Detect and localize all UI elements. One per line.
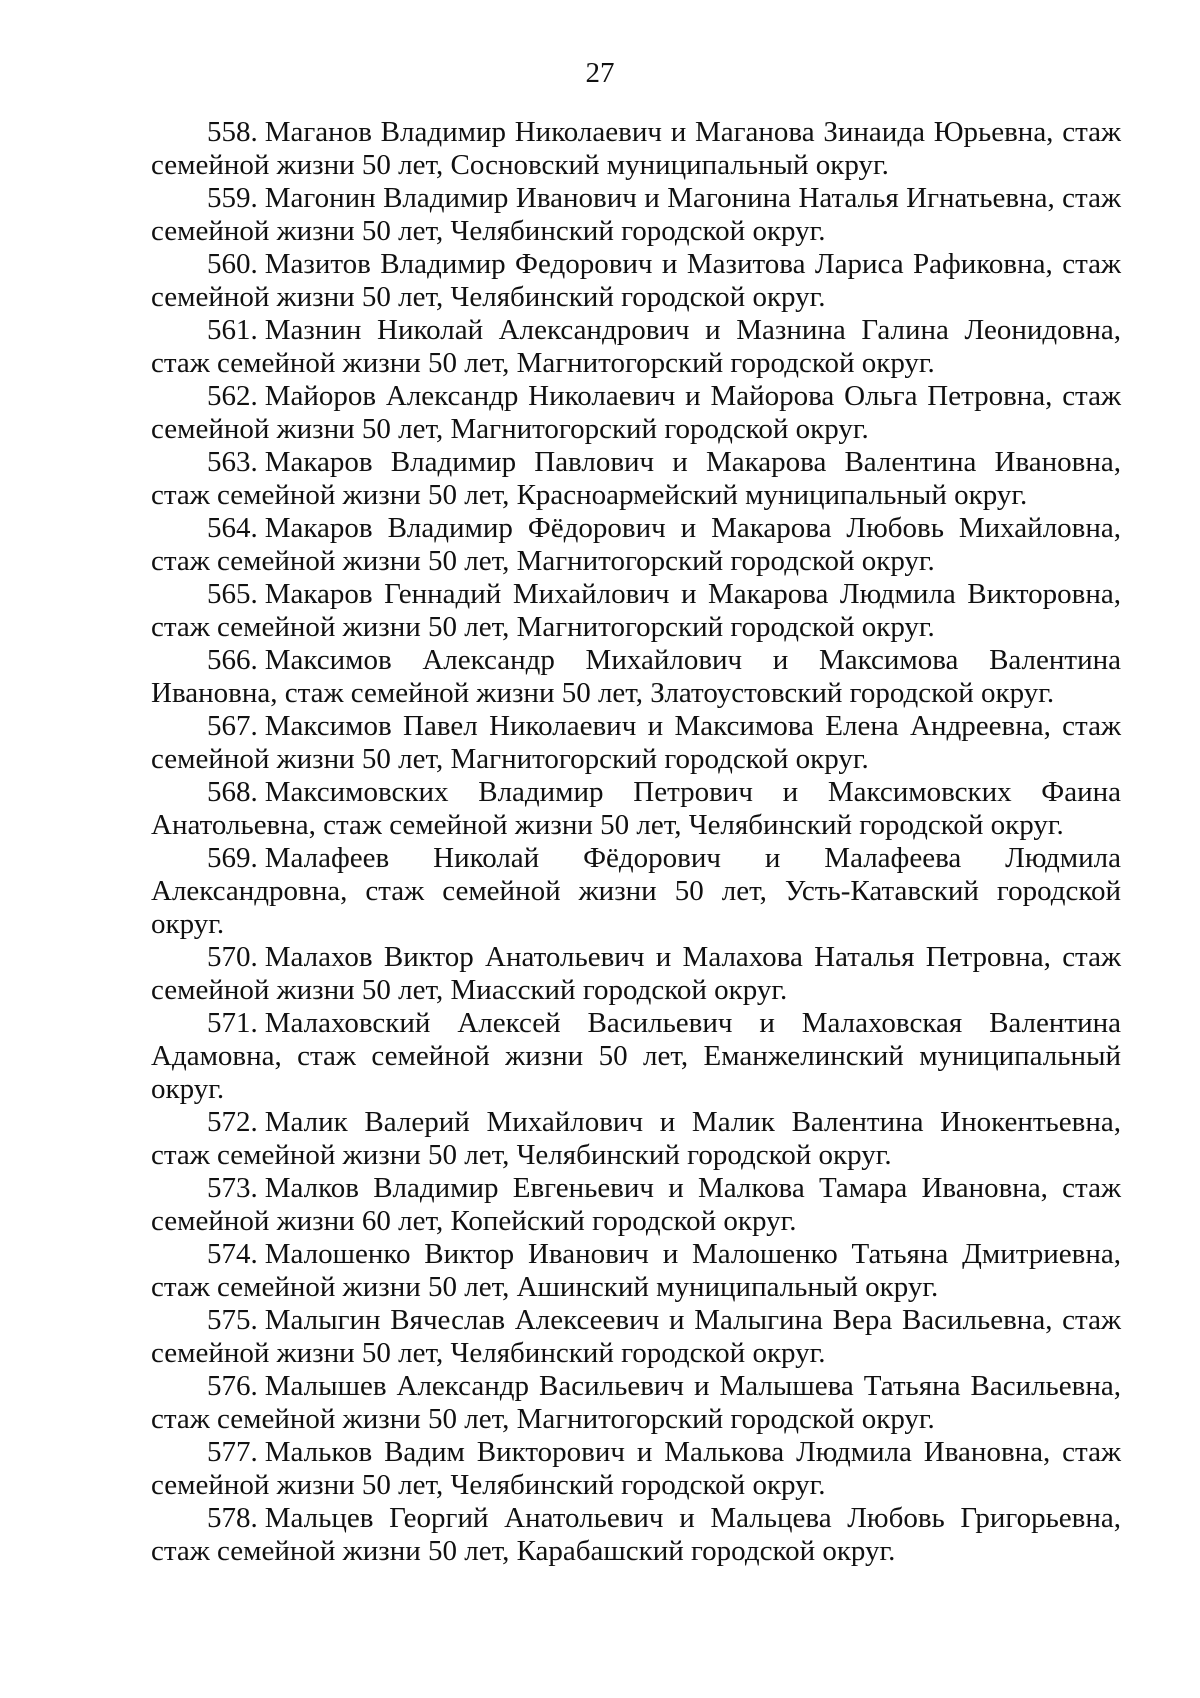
entry-number: 564. (207, 512, 258, 544)
entry-number: 572. (207, 1106, 258, 1138)
entry-number: 574. (207, 1238, 258, 1270)
entry-number: 559. (207, 182, 258, 214)
list-item (151, 776, 1121, 842)
entry-number: 562. (207, 380, 258, 412)
entry-number: 576. (207, 1370, 258, 1402)
list-item (151, 710, 1121, 776)
list-item (151, 1436, 1121, 1502)
entry-number: 563. (207, 446, 258, 478)
entry-text: Макаров Владимир Павлович и Макарова Валентина Ивановна, стаж семейной жизни 50 лет, Красноармейский муниципальный округ. (151, 446, 1121, 511)
entry-text: Малаховский Алексей Васильевич и Малаховская Валентина Адамовна, стаж семейной жизни 50 лет, Еманжелинский муниципальный округ. (151, 1007, 1121, 1105)
entry-list (151, 116, 1121, 1568)
entry-text: Малков Владимир Евгеньевич и Малкова Тамара Ивановна, стаж семейной жизни 60 лет, Копейский городской округ. (151, 1172, 1121, 1237)
entry-text: Мальцев Георгий Анатольевич и Мальцева Любовь Григорьевна, стаж семейной жизни 50 лет, Карабашский городской округ. (151, 1502, 1121, 1567)
entry-text: Мазитов Владимир Федорович и Мазитова Лариса Рафиковна, стаж семейной жизни 50 лет, Челябинский городской округ. (151, 248, 1121, 313)
entry-number: 565. (207, 578, 258, 610)
entry-text: Малошенко Виктор Иванович и Малошенко Татьяна Дмитриевна, стаж семейной жизни 50 лет, Ашинский муниципальный округ. (151, 1238, 1121, 1303)
page-number: 27 (585, 57, 615, 89)
entry-text: Малахов Виктор Анатольевич и Малахова Наталья Петровна, стаж семейной жизни 50 лет, Миасский городской округ. (151, 941, 1121, 1006)
entry-number: 577. (207, 1436, 258, 1468)
entry-text: Малик Валерий Михайлович и Малик Валентина Инокентьевна, стаж семейной жизни 50 лет, Челябинский городской округ. (151, 1106, 1121, 1171)
entry-number: 566. (207, 644, 258, 676)
entry-number: 568. (207, 776, 258, 808)
entry-text: Майоров Александр Николаевич и Майорова Ольга Петровна, стаж семейной жизни 50 лет, Магнитогорский городской округ. (151, 380, 1121, 445)
list-item (151, 1370, 1121, 1436)
list-item (151, 248, 1121, 314)
entry-text: Мазнин Николай Александрович и Мазнина Галина Леонидовна, стаж семейной жизни 50 лет, Магнитогорский городской округ. (151, 314, 1121, 379)
list-item (151, 116, 1121, 182)
list-item (151, 1238, 1121, 1304)
entry-text: Маганов Владимир Николаевич и Маганова Зинаида Юрьевна, стаж семейной жизни 50 лет, Сосновский муниципальный округ. (151, 116, 1121, 181)
entry-text: Малыгин Вячеслав Алексеевич и Малыгина Вера Васильевна, стаж семейной жизни 50 лет, Челябинский городской округ. (151, 1304, 1121, 1369)
entry-number: 558. (207, 116, 258, 148)
list-item (151, 446, 1121, 512)
list-item (151, 941, 1121, 1007)
entry-number: 561. (207, 314, 258, 346)
list-item (151, 182, 1121, 248)
entry-text: Малафеев Николай Фёдорович и Малафеева Людмила Александровна, стаж семейной жизни 50 лет, Усть-Катавский городской округ. (151, 842, 1121, 940)
list-item (151, 1106, 1121, 1172)
list-item (151, 1304, 1121, 1370)
list-item (151, 644, 1121, 710)
entry-text: Максимов Александр Михайлович и Максимова Валентина Ивановна, стаж семейной жизни 50 лет, Златоустовский городской округ. (151, 644, 1121, 709)
entry-number: 578. (207, 1502, 258, 1534)
list-item (151, 1502, 1121, 1568)
list-item (151, 842, 1121, 941)
entry-number: 567. (207, 710, 258, 742)
list-item (151, 380, 1121, 446)
entry-number: 575. (207, 1304, 258, 1336)
entry-number: 569. (207, 842, 258, 874)
entry-text: Мальков Вадим Викторович и Малькова Людмила Ивановна, стаж семейной жизни 50 лет, Челябинский городской округ. (151, 1436, 1121, 1501)
list-item (151, 578, 1121, 644)
entry-text: Малышев Александр Васильевич и Малышева Татьяна Васильевна, стаж семейной жизни 50 лет, Магнитогорский городской округ. (151, 1370, 1121, 1435)
entry-number: 573. (207, 1172, 258, 1204)
list-item (151, 512, 1121, 578)
entry-number: 560. (207, 248, 258, 280)
list-item (151, 1172, 1121, 1238)
entry-text: Макаров Геннадий Михайлович и Макарова Людмила Викторовна, стаж семейной жизни 50 лет, Магнитогорский городской округ. (151, 578, 1121, 643)
entry-text: Магонин Владимир Иванович и Магонина Наталья Игнатьевна, стаж семейной жизни 50 лет, Челябинский городской округ. (151, 182, 1121, 247)
list-item (151, 1007, 1121, 1106)
entry-text: Макаров Владимир Фёдорович и Макарова Любовь Михайловна, стаж семейной жизни 50 лет, Магнитогорский городской округ. (151, 512, 1121, 577)
entry-text: Максимов Павел Николаевич и Максимова Елена Андреевна, стаж семейной жизни 50 лет, Магнитогорский городской округ. (151, 710, 1121, 775)
entry-number: 570. (207, 941, 258, 973)
list-item (151, 314, 1121, 380)
entry-number: 571. (207, 1007, 258, 1039)
entry-text: Максимовских Владимир Петрович и Максимовских Фаина Анатольевна, стаж семейной жизни 50 лет, Челябинский городской округ. (151, 776, 1121, 841)
